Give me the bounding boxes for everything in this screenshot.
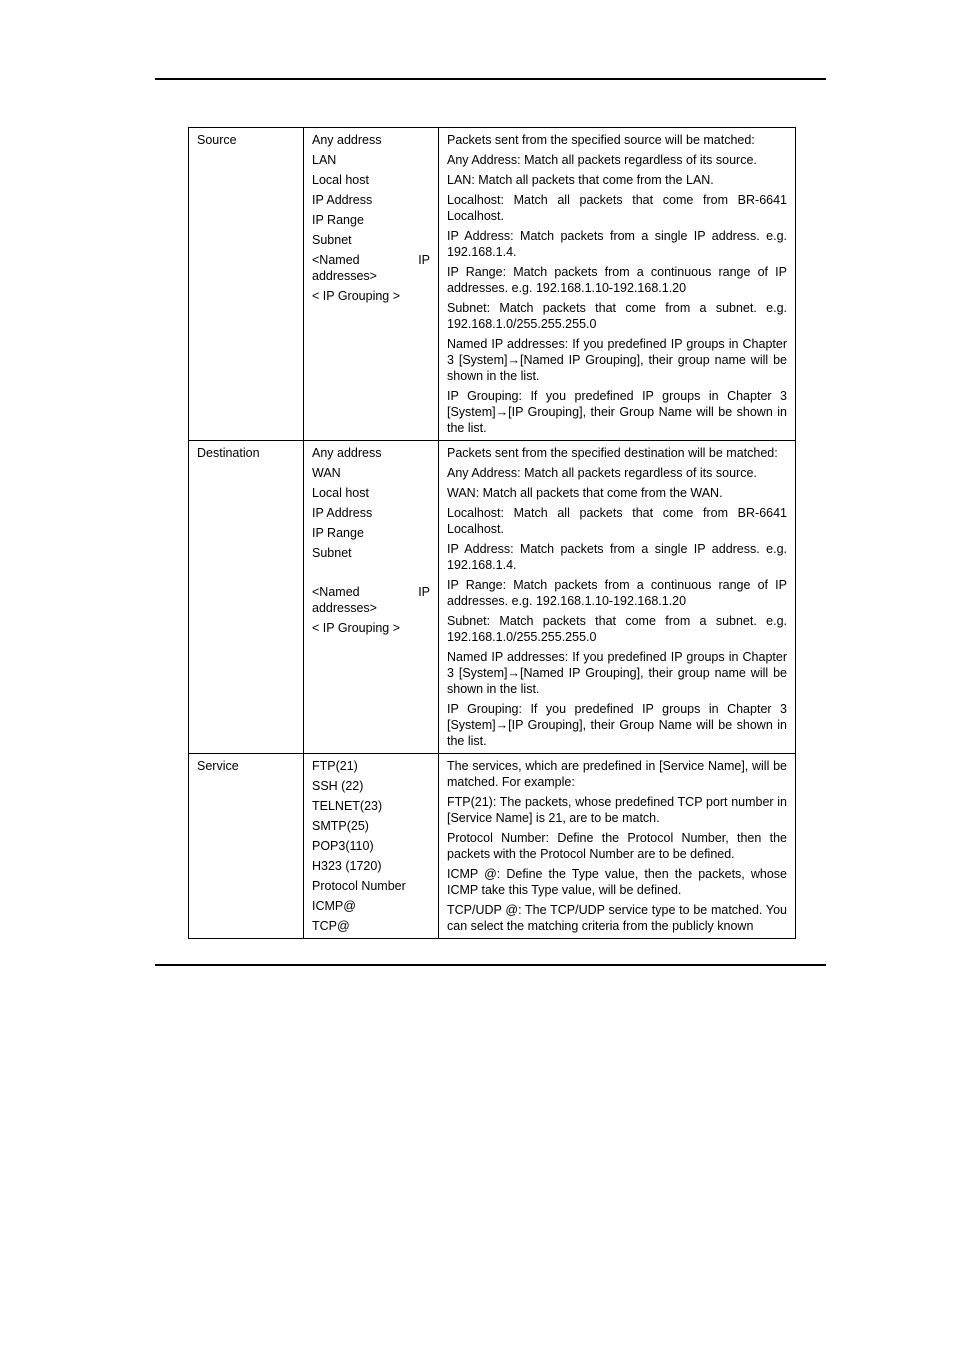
description-paragraph: ICMP @: Define the Type value, then the packets, whose ICMP take this Type value, will be defined. <box>447 867 787 897</box>
header-rule <box>155 78 826 80</box>
description-paragraph: Any Address: Match all packets regardless of its source. <box>447 153 757 167</box>
description <box>439 754 796 939</box>
option-item: Local host <box>312 486 369 500</box>
option-item: IP Range <box>312 213 364 227</box>
field-name: Source <box>189 128 304 441</box>
option-item: Subnet <box>312 546 352 560</box>
option-item: SSH (22) <box>312 779 364 793</box>
description-paragraph: Packets sent from the specified source will be matched: <box>447 133 755 147</box>
table-row-source <box>189 128 796 441</box>
option-item: Any address <box>312 133 382 147</box>
option-item: < IP Grouping > <box>312 621 401 635</box>
description-paragraph: Packets sent from the specified destination will be matched: <box>447 446 778 460</box>
field-name: Service <box>189 754 304 939</box>
option-item: FTP(21) <box>312 759 358 773</box>
option-item: WAN <box>312 466 341 480</box>
option-list <box>304 754 439 939</box>
option-item-named-ip: <Named IP addresses> <box>312 253 430 283</box>
description-paragraph: Subnet: Match packets that come from a subnet. e.g. 192.168.1.0/255.255.255.0 <box>447 614 787 644</box>
option-item-named-ip: <Named IP addresses> <box>312 585 430 615</box>
description-paragraph: TCP/UDP @: The TCP/UDP service type to be matched. You can select the matching criteria from the publicly known <box>447 903 787 933</box>
description-paragraph: Protocol Number: Define the Protocol Number, then the packets with the Protocol Number are to be defined. <box>447 831 787 861</box>
description-paragraph: IP Address: Match packets from a single IP address. e.g. 192.168.1.4. <box>447 229 787 259</box>
option-item: IP Address <box>312 193 373 207</box>
description-paragraph: IP Range: Match packets from a continuous range of IP addresses. e.g. 192.168.1.10-192.168.1.20 <box>447 578 787 608</box>
table-row-service <box>189 754 796 939</box>
description-paragraph: Subnet: Match packets that come from a subnet. e.g. 192.168.1.0/255.255.255.0 <box>447 301 787 331</box>
option-item: H323 (1720) <box>312 859 382 873</box>
option-item: IP Address <box>312 506 373 520</box>
description-paragraph: Localhost: Match all packets that come from BR-6641 Localhost. <box>447 193 787 223</box>
option-list <box>304 441 439 754</box>
option-item: TCP@ <box>312 919 350 933</box>
description-paragraph: IP Address: Match packets from a single IP address. e.g. 192.168.1.4. <box>447 542 787 572</box>
option-item: Local host <box>312 173 369 187</box>
table-row-destination <box>189 441 796 754</box>
description-paragraph: IP Grouping: If you predefined IP groups in Chapter 3 [System]→[IP Grouping], their Group Name will be shown in the list. <box>447 702 787 748</box>
description-paragraph: FTP(21): The packets, whose predefined TCP port number in [Service Name] is 21, are to be match. <box>447 795 787 825</box>
spacer <box>312 565 430 584</box>
description <box>439 441 796 754</box>
option-item: < IP Grouping > <box>312 289 401 303</box>
description-paragraph: IP Grouping: If you predefined IP groups in Chapter 3 [System]→[IP Grouping], their Group Name will be shown in the list. <box>447 389 787 435</box>
description-paragraph: Named IP addresses: If you predefined IP groups in Chapter 3 [System]→[Named IP Grouping], their group name will be shown in the list. <box>447 650 787 696</box>
option-item: Any address <box>312 446 382 460</box>
field-name: Destination <box>189 441 304 754</box>
option-item: TELNET(23) <box>312 799 383 813</box>
footer-rule <box>155 964 826 966</box>
description-paragraph: LAN: Match all packets that come from the LAN. <box>447 173 714 187</box>
filter-criteria-table <box>188 127 796 939</box>
option-item: ICMP@ <box>312 899 356 913</box>
option-item: Protocol Number <box>312 879 406 893</box>
description-paragraph: IP Range: Match packets from a continuous range of IP addresses. e.g. 192.168.1.10-192.168.1.20 <box>447 265 787 295</box>
option-item: LAN <box>312 153 337 167</box>
option-list <box>304 128 439 441</box>
description-paragraph: WAN: Match all packets that come from the WAN. <box>447 486 723 500</box>
description-paragraph: Any Address: Match all packets regardless of its source. <box>447 466 757 480</box>
description-paragraph: Localhost: Match all packets that come from BR-6641 Localhost. <box>447 506 787 536</box>
option-item: IP Range <box>312 526 364 540</box>
description <box>439 128 796 441</box>
description-paragraph: Named IP addresses: If you predefined IP groups in Chapter 3 [System]→[Named IP Grouping], their group name will be shown in the list. <box>447 337 787 383</box>
description-paragraph: The services, which are predefined in [Service Name], will be matched. For example: <box>447 759 787 789</box>
option-item: SMTP(25) <box>312 819 369 833</box>
option-item: Subnet <box>312 233 352 247</box>
option-item: POP3(110) <box>312 839 374 853</box>
